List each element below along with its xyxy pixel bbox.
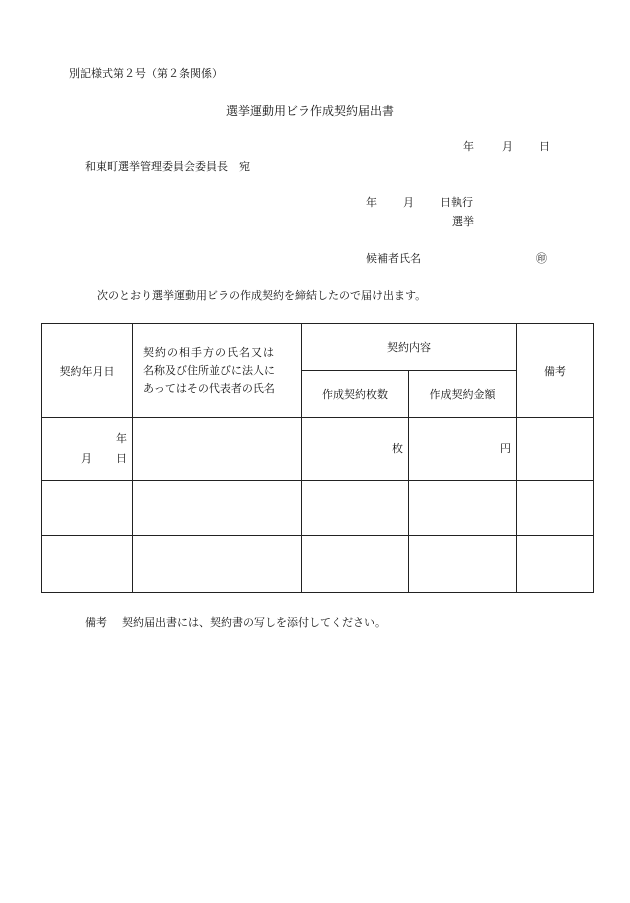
submission-day: 日 (539, 140, 550, 153)
header-amount: 作成契約金額 (409, 371, 517, 418)
statement: 次のとおり選挙運動用ビラの作成契約を締結したので届け出ます。 (97, 289, 427, 302)
form-title: 選挙運動用ビラ作成契約届出書 (226, 104, 395, 118)
counterparty-line-2: 名称及び住所並びに法人に (143, 363, 275, 377)
sheets-unit: 枚 (392, 442, 403, 455)
election-day-exec: 日執行 (440, 196, 473, 209)
contract-table (41, 323, 594, 593)
candidate-label: 候補者氏名 (366, 252, 421, 265)
form-number: 別記様式第２号（第２条関係） (69, 67, 223, 80)
row-day: 日 (116, 452, 127, 465)
header-contract-content: 契約内容 (302, 324, 517, 371)
cell-date (42, 418, 133, 481)
cell-remarks (517, 418, 594, 481)
cell-amount (409, 418, 517, 481)
counterparty-line-1: 契約の相手方の氏名又は (143, 345, 275, 359)
election-month: 月 (403, 196, 414, 209)
row-year: 年 (116, 432, 127, 445)
cell-counterparty (133, 418, 302, 481)
header-quantity: 作成契約枚数 (302, 371, 409, 418)
submission-year: 年 (463, 140, 474, 153)
yen-unit: 円 (500, 442, 511, 455)
election-year: 年 (366, 196, 377, 209)
table-row (42, 536, 594, 593)
row-month: 月 (81, 452, 92, 465)
addressee: 和東町選挙管理委員会委員長 宛 (85, 160, 250, 173)
footnote-text: 契約届出書には、契約書の写しを添付してください。 (122, 616, 386, 629)
table-row (42, 481, 594, 536)
counterparty-line-3: あってはその代表者の氏名 (143, 381, 275, 395)
cell-quantity (302, 418, 409, 481)
footnote-label: 備考 (85, 616, 107, 629)
header-contract-date: 契約年月日 (42, 324, 133, 418)
table-row (42, 418, 594, 481)
header-remarks: 備考 (517, 324, 594, 418)
election-word: 選挙 (452, 215, 474, 228)
submission-month: 月 (502, 140, 513, 153)
seal-mark: ㊞ (536, 252, 547, 265)
header-counterparty (133, 324, 302, 418)
